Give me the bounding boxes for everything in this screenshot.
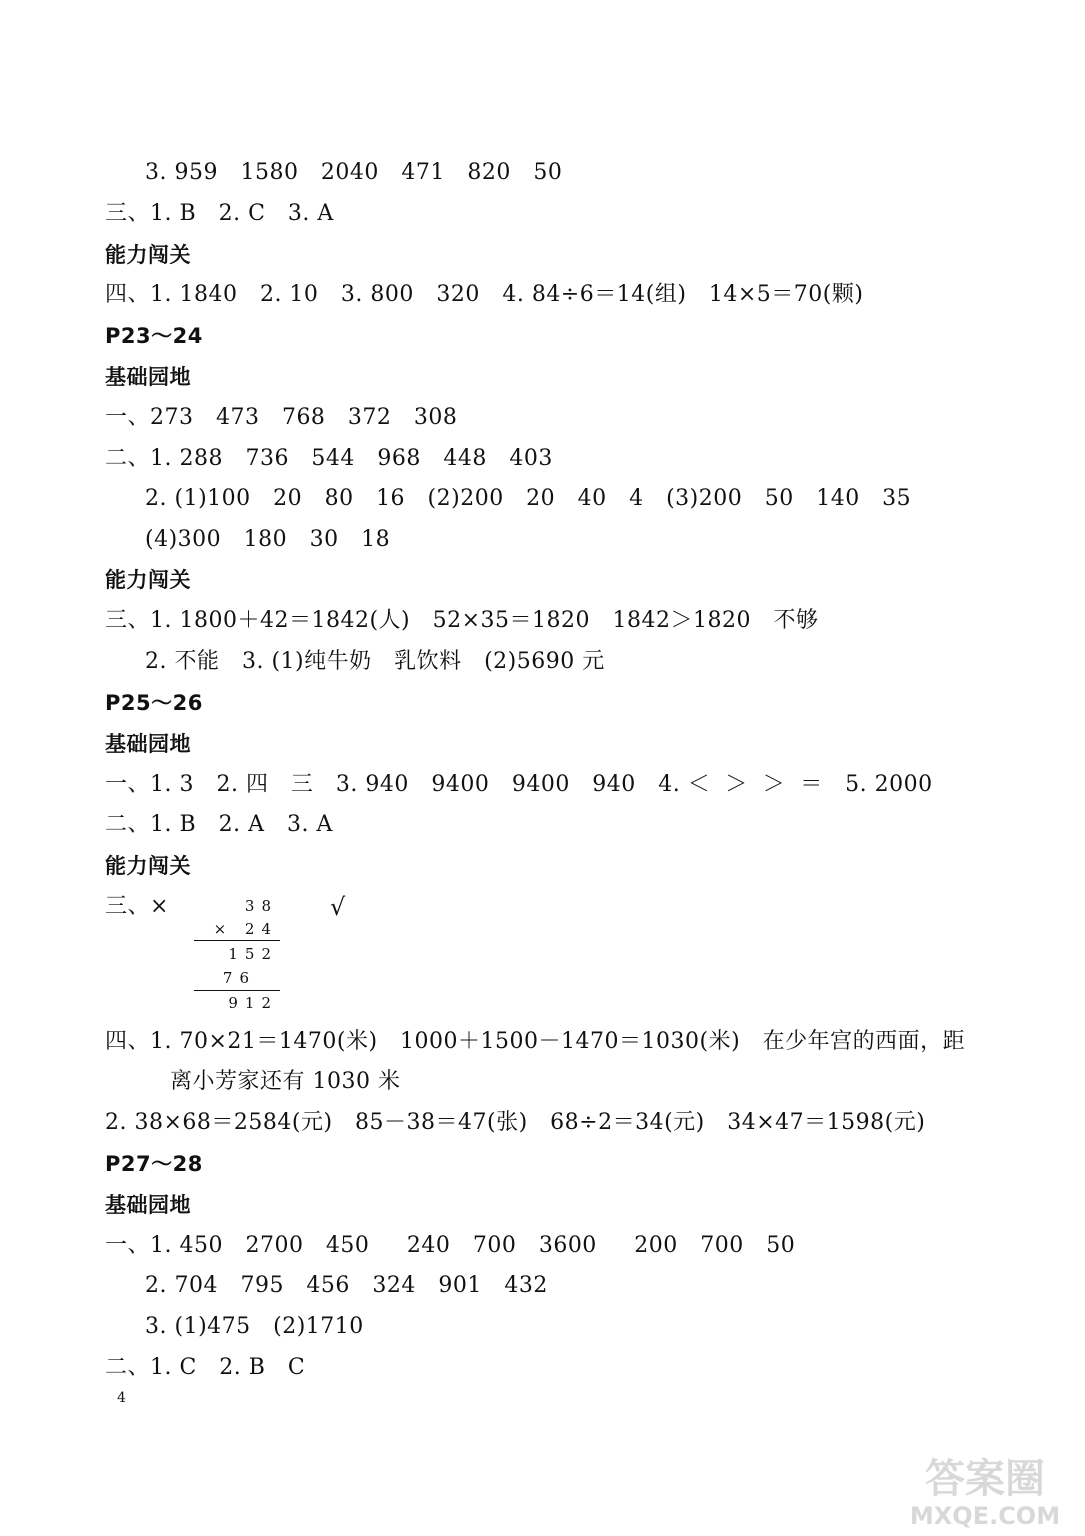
answer-line: 一、1. 3 2. 四 三 3. 940 9400 9400 940 4. ＜ ＞ ＞ ＝ 5. 2000 <box>105 772 933 797</box>
answer-line: (4)300 180 30 18 <box>145 527 391 552</box>
answer-line: 3. (1)475 (2)1710 <box>145 1314 364 1339</box>
watermark-text: MXQE.COM <box>909 1502 1061 1530</box>
answer-line: 2. 不能 3. (1)纯牛奶 乳饮料 (2)5690 元 <box>145 649 605 674</box>
watermark-text: 答案圈 <box>925 1456 1045 1502</box>
answer-line: 2. (1)100 20 80 16 (2)200 20 40 4 (3)200 50 140 35 <box>145 486 912 511</box>
page-range-heading: P23～24 <box>105 324 203 348</box>
answer-line: 离小芳家还有 1030 米 <box>170 1069 401 1094</box>
section-heading: 能力闯关 <box>105 854 191 878</box>
page-range-heading: P25～26 <box>105 691 203 715</box>
section-heading: 基础园地 <box>105 732 191 756</box>
multiplier: × 24 <box>213 920 278 938</box>
answer-line: 二、1. C 2. B C <box>105 1355 306 1380</box>
answer-line: 一、273 473 768 372 308 <box>105 405 458 430</box>
page-number: 4 <box>117 1390 126 1406</box>
multiplication-rule <box>194 940 280 941</box>
partial-product-2: 76 <box>222 969 256 987</box>
answer-line: 二、1. 288 736 544 968 448 403 <box>105 446 553 471</box>
vertical-multiplication <box>190 893 282 1013</box>
answer-line: 三、× <box>105 894 169 919</box>
product-result: 912 <box>228 994 278 1012</box>
multiplicand: 38 <box>244 897 278 915</box>
watermark-logo <box>895 1450 1075 1530</box>
section-heading: 基础园地 <box>105 365 191 389</box>
answer-line: 四、1. 1840 2. 10 3. 800 320 4. 84÷6＝14(组) 14×5＝70(颗) <box>105 282 864 307</box>
section-heading: 基础园地 <box>105 1193 191 1217</box>
answer-line: 三、1. B 2. C 3. A <box>105 201 334 226</box>
check-mark: √ <box>330 893 346 921</box>
section-heading: 能力闯关 <box>105 243 191 267</box>
answer-line: 一、1. 450 2700 450 240 700 3600 200 700 50 <box>105 1233 796 1258</box>
page-range-heading: P27～28 <box>105 1152 203 1176</box>
answer-line: 2. 704 795 456 324 901 432 <box>145 1273 548 1298</box>
answer-line: 2. 38×68＝2584(元) 85－38＝47(张) 68÷2＝34(元) 34×47＝1598(元) <box>105 1110 926 1135</box>
partial-product-1: 152 <box>228 945 278 963</box>
answer-line: 三、1. 1800＋42＝1842(人) 52×35＝1820 1842＞1820 不够 <box>105 608 819 633</box>
answer-line: 四、1. 70×21＝1470(米) 1000＋1500－1470＝1030(米) 在少年宫的西面，距 <box>105 1029 966 1054</box>
section-heading: 能力闯关 <box>105 568 191 592</box>
answer-line: 二、1. B 2. A 3. A <box>105 812 333 837</box>
answer-line: 3. 959 1580 2040 471 820 50 <box>145 160 563 185</box>
multiplication-rule <box>194 990 280 991</box>
